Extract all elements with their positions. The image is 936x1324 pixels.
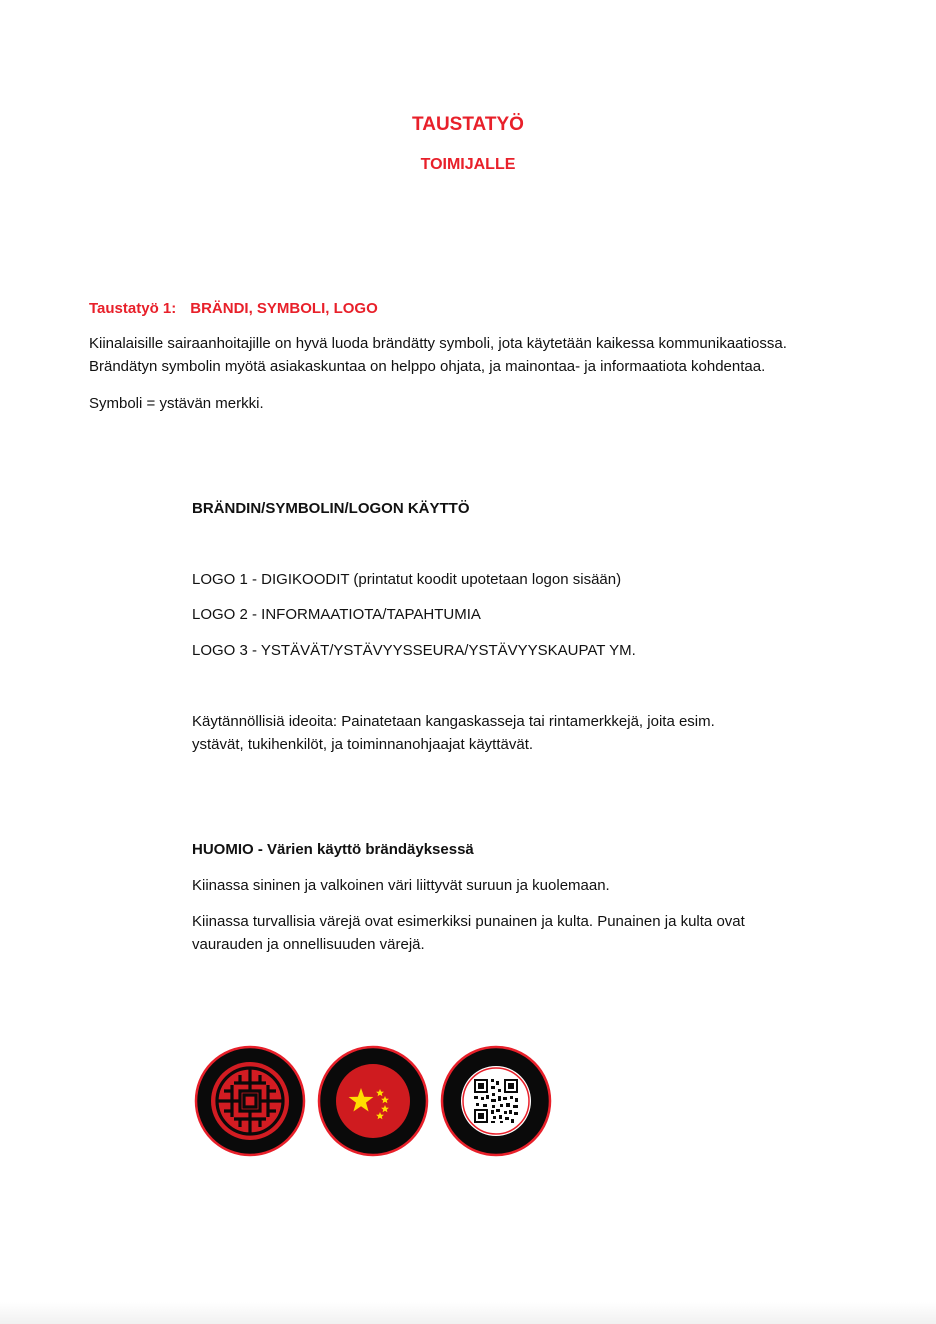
qr-code-icon [440, 1045, 552, 1157]
logo-badge-knot [194, 1045, 306, 1157]
logo-badge-qr [440, 1045, 552, 1157]
page-subtitle: TOIMIJALLE [420, 156, 516, 173]
intro-line: Brändätyn symbolin myötä asiakaskuntaa on helppo ohjata, ja mainontaa- ja informaatiota kohdentaa. [89, 358, 766, 375]
symbol-definition: Symboli = ystävän merkki. [89, 395, 264, 412]
note-line: Kiinassa turvallisia värejä ovat esimerkiksi punainen ja kulta. Punainen ja kulta ovat [192, 913, 745, 930]
note-paragraph [192, 910, 745, 956]
logo-list-item: LOGO 1 - DIGIKOODIT (printatut koodit upotetaan logon sisään) [192, 571, 622, 588]
china-flag-icon [317, 1045, 429, 1157]
chinese-knot-icon [194, 1045, 306, 1157]
logo-list-item: LOGO 2 - INFORMAATIOTA/TAPAHTUMIA [192, 606, 481, 623]
logo-list-item: LOGO 3 - YSTÄVÄT/YSTÄVYYSSEURA/YSTÄVYYSKAUPAT YM. [192, 642, 636, 659]
logo-badge-flag [317, 1045, 429, 1157]
ideas-line: ystävät, tukihenkilöt, ja toiminnanohjaajat käyttävät. [192, 736, 534, 753]
note-line: vaurauden ja onnellisuuden värejä. [192, 936, 425, 953]
section-heading [89, 300, 378, 317]
section-label: Taustatyö 1: [89, 300, 177, 317]
page-bottom-edge [0, 1302, 936, 1324]
note-line: Kiinassa sininen ja valkoinen väri liittyvät suruun ja kuolemaan. [192, 877, 610, 894]
intro-paragraph [89, 332, 787, 378]
usage-heading: BRÄNDIN/SYMBOLIN/LOGON KÄYTTÖ [192, 500, 470, 517]
intro-line: Kiinalaisille sairaanhoitajille on hyvä luoda brändätty symboli, jota käytetään kaikessa kommunikaatiossa. [89, 335, 787, 352]
section-title: BRÄNDI, SYMBOLI, LOGO [190, 300, 378, 317]
ideas-paragraph [192, 710, 715, 756]
note-heading: HUOMIO - Värien käyttö brändäyksessä [192, 841, 474, 858]
page-title: TAUSTATYÖ [412, 114, 524, 135]
ideas-line: Käytännöllisiä ideoita: Painatetaan kangaskasseja tai rintamerkkejä, joita esim. [192, 713, 715, 730]
